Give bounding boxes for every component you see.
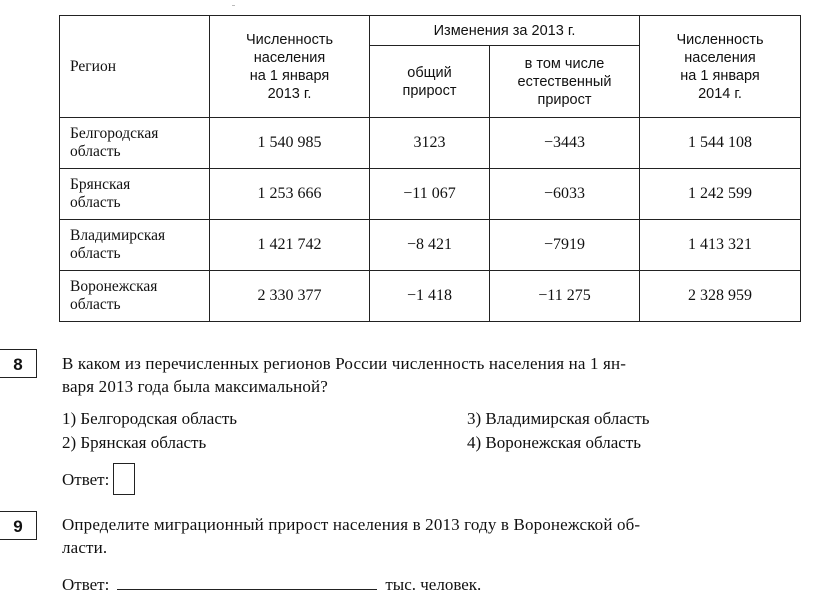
header-pop-2014: Численность населения на 1 января 2014 г. bbox=[640, 16, 801, 118]
natural-growth-cell: −6033 bbox=[490, 169, 640, 220]
region-cell: Белгородская область bbox=[60, 118, 210, 169]
pop-2013-cell: 1 421 742 bbox=[210, 220, 370, 271]
total-growth-cell: −1 418 bbox=[370, 271, 490, 322]
population-table bbox=[59, 15, 801, 322]
pop-2014-cell: 1 242 599 bbox=[640, 169, 801, 220]
task-9-question: Определите миграционный прирост населения в 2013 году в Воронежской об- ласти. bbox=[62, 515, 641, 557]
region-cell: Владимирская область bbox=[60, 220, 210, 271]
task-8-options-right bbox=[467, 407, 650, 455]
pop-2013-cell: 1 540 985 bbox=[210, 118, 370, 169]
answer-label: Ответ: bbox=[62, 469, 110, 489]
answer-blank-line[interactable] bbox=[117, 575, 377, 590]
natural-growth-cell: −11 275 bbox=[490, 271, 640, 322]
option-4[interactable]: 4) Воронежская область bbox=[467, 433, 641, 452]
pop-2014-cell: 1 413 321 bbox=[640, 220, 801, 271]
task-8-number: 8 bbox=[0, 349, 37, 378]
header-natural-growth: в том числе естественный прирост bbox=[490, 46, 640, 118]
header-changes-2013: Изменения за 2013 г. bbox=[370, 16, 640, 46]
table-row bbox=[60, 169, 801, 220]
header-pop-2013: Численность населения на 1 января 2013 г. bbox=[210, 16, 370, 118]
pop-2014-cell: 2 328 959 bbox=[640, 271, 801, 322]
natural-growth-cell: −7919 bbox=[490, 220, 640, 271]
answer-label: Ответ: bbox=[62, 575, 110, 594]
option-2[interactable]: 2) Брянская область bbox=[62, 433, 207, 452]
task-9-number: 9 bbox=[0, 511, 37, 540]
answer-unit: тыс. человек. bbox=[385, 575, 482, 594]
answer-box[interactable] bbox=[113, 463, 135, 495]
table-row bbox=[60, 118, 801, 169]
region-cell: Воронежская область bbox=[60, 271, 210, 322]
pop-2014-cell: 1 544 108 bbox=[640, 118, 801, 169]
pop-2013-cell: 1 253 666 bbox=[210, 169, 370, 220]
pop-2013-cell: 2 330 377 bbox=[210, 271, 370, 322]
task-8-question: В каком из перечисленных регионов России численность населения на 1 ян- варя 2013 года была максимальной? bbox=[62, 354, 627, 396]
task-9-answer bbox=[62, 575, 481, 595]
total-growth-cell: −11 067 bbox=[370, 169, 490, 220]
header-region: Регион bbox=[60, 16, 210, 118]
scan-speck bbox=[232, 5, 235, 6]
total-growth-cell: 3123 bbox=[370, 118, 490, 169]
table-row bbox=[60, 271, 801, 322]
region-cell: Брянская область bbox=[60, 169, 210, 220]
task-8-answer bbox=[62, 465, 135, 497]
header-total-growth: общий прирост bbox=[370, 46, 490, 118]
table-row bbox=[60, 220, 801, 271]
total-growth-cell: −8 421 bbox=[370, 220, 490, 271]
option-1[interactable]: 1) Белгородская область bbox=[62, 409, 238, 428]
option-3[interactable]: 3) Владимирская область bbox=[467, 409, 650, 428]
natural-growth-cell: −3443 bbox=[490, 118, 640, 169]
task-8-options-left bbox=[62, 407, 237, 455]
